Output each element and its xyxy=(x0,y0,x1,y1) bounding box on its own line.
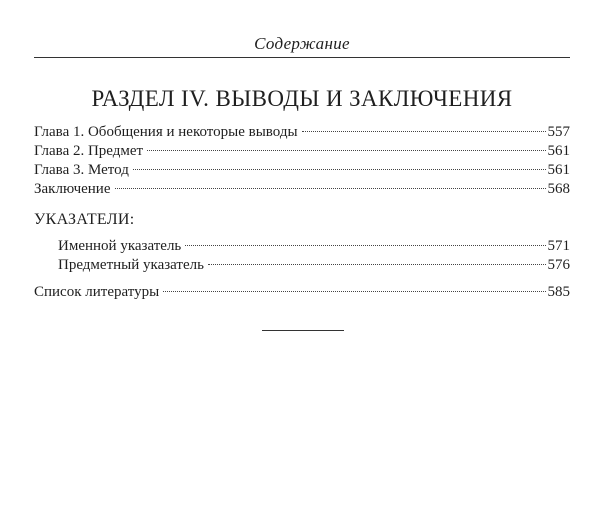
dot-leader xyxy=(133,169,546,170)
dot-leader xyxy=(147,150,545,151)
dot-leader xyxy=(302,131,546,132)
toc-entry xyxy=(34,283,570,301)
toc-entry xyxy=(34,142,570,160)
toc-entry-label: Список литературы xyxy=(34,284,160,300)
dot-leader xyxy=(185,245,545,246)
toc-entry-label: Заключение xyxy=(34,181,111,197)
dot-leader xyxy=(115,188,546,189)
dot-leader xyxy=(163,291,545,292)
toc-entry-page: 585 xyxy=(547,284,570,300)
toc-entry-label: Глава 2. Предмет xyxy=(34,143,144,159)
section-title: РАЗДЕЛ IV. ВЫВОДЫ И ЗАКЛЮЧЕНИЯ xyxy=(91,86,513,111)
toc-entry-label: Именной указатель xyxy=(58,238,182,254)
running-head: Содержание xyxy=(254,34,350,53)
toc-entry-page: 557 xyxy=(547,124,570,140)
toc-entry-label: Глава 3. Метод xyxy=(34,162,129,178)
toc-entry-page: 571 xyxy=(547,238,570,254)
closing-rule xyxy=(262,330,344,331)
toc-entry-page: 561 xyxy=(547,162,570,178)
indexes-heading: УКАЗАТЕЛИ: xyxy=(34,211,135,228)
toc-entry xyxy=(34,123,570,141)
dot-leader xyxy=(208,264,546,265)
toc-entry xyxy=(34,161,570,179)
header-rule xyxy=(34,57,570,58)
toc-entry xyxy=(34,180,570,198)
toc-entry-page: 561 xyxy=(547,143,570,159)
toc-entry-label: Глава 1. Обобщения и некоторые выводы xyxy=(34,124,298,140)
toc-entry xyxy=(58,256,570,274)
toc-entry-page: 576 xyxy=(547,257,570,273)
toc-entry-label: Предметный указатель xyxy=(58,257,204,273)
toc-entry-page: 568 xyxy=(547,181,570,197)
toc-entry xyxy=(58,237,570,255)
